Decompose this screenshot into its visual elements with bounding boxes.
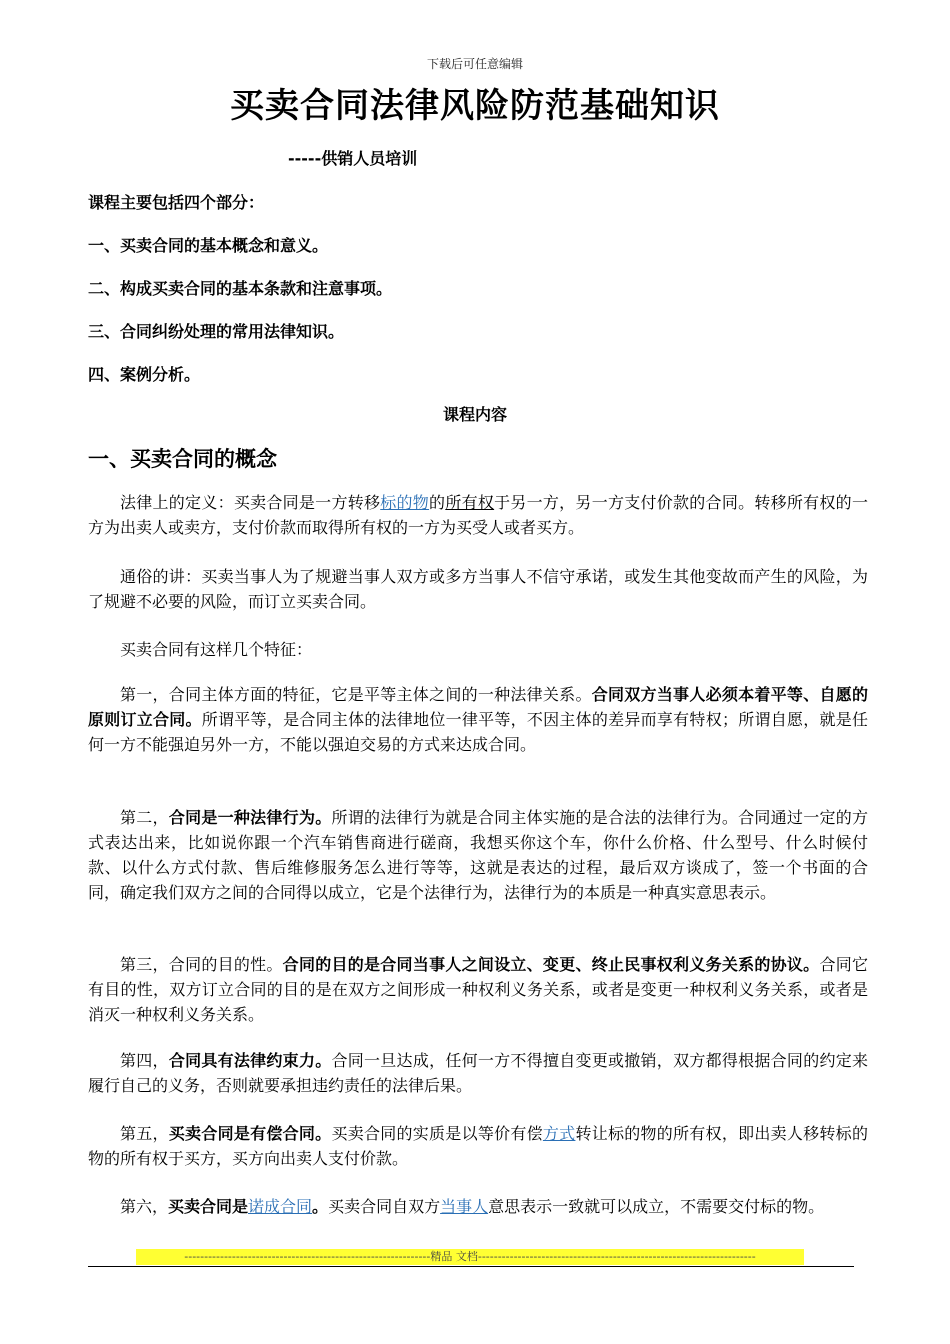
content-heading: 课程内容 bbox=[442, 405, 507, 424]
definition-paragraph: 法律上的定义：买卖合同是一方转移标的物的所有权于另一方，另一方支付价款的合同。转移所有权的一方为出卖人或卖方，支付价款而取得所有权的一方为买受人或者买方。 bbox=[88, 493, 868, 537]
document-title: 买卖合同法律风险防范基础知识 bbox=[230, 86, 720, 126]
feature-1-emphasis: 合同双方当事人必须本着平等、自愿的原则订立合同。 bbox=[88, 685, 868, 729]
plain-explanation-paragraph: 通俗的讲：买卖当事人为了规避当事人双方或多方当事人不信守承诺，或发生其他变故而产生的风险，为了规避不必要的风险，而订立买卖合同。 bbox=[88, 567, 868, 611]
footer-highlight-bar: --------------------------------------------------------------精品 文档---------------------------------------------------------------------- bbox=[136, 1249, 804, 1265]
feature-3-paragraph: 第三，合同的目的性。合同的目的是合同当事人之间设立、变更、终止民事权利义务关系的协议。合同它有目的性，双方订立合同的目的是在双方之间形成一种权利义务关系，或者是变更一种权利义务关系，或者是消灭一种权利义务关系。 bbox=[88, 955, 868, 1024]
download-note: 下载后可任意编辑 bbox=[426, 57, 523, 71]
outline-intro: 课程主要包括四个部分： bbox=[88, 193, 265, 212]
underlined-ownership: 所有权 bbox=[445, 493, 495, 512]
feature-4-paragraph: 第四，合同具有法律约束力。合同一旦达成，任何一方不得擅自变更或撤销，双方都得根据合同的约定来履行自己的义务，否则就要承担违约责任的法律后果。 bbox=[88, 1051, 868, 1095]
link-method[interactable]: 方式 bbox=[542, 1124, 576, 1143]
outline-item-4: 四、案例分析。 bbox=[88, 365, 201, 384]
link-party[interactable]: 当事人 bbox=[440, 1197, 489, 1216]
feature-4-emphasis: 合同具有法律约束力。 bbox=[168, 1051, 332, 1070]
footer-label: 精品 文档 bbox=[430, 1250, 478, 1263]
feature-5-paragraph: 第五，买卖合同是有偿合同。买卖合同的实质是以等价有偿方式转让标的物的所有权，即出卖人移转标的物的所有权于买方，买方向出卖人支付价款。 bbox=[88, 1124, 868, 1168]
document-subtitle: -----供销人员培训 bbox=[288, 149, 418, 168]
feature-6-paragraph: 第六，买卖合同是诺成合同。买卖合同自双方当事人意思表示一致就可以成立，不需要交付标的物。 bbox=[120, 1197, 825, 1216]
outline-item-2: 二、构成买卖合同的基本条款和注意事项。 bbox=[88, 279, 393, 298]
feature-5-emphasis: 买卖合同是有偿合同。 bbox=[168, 1124, 332, 1143]
outline-item-3: 三、合同纠纷处理的常用法律知识。 bbox=[88, 322, 345, 341]
features-intro-paragraph: 买卖合同有这样几个特征： bbox=[120, 640, 313, 659]
footer-divider bbox=[88, 1266, 854, 1267]
feature-2-paragraph: 第二，合同是一种法律行为。所谓的法律行为就是合同主体实施的是合法的法律行为。合同通过一定的方式表达出来，比如说你跟一个汽车销售商进行磋商，我想买你这个车，你什么价格、什么型号、什么时候付款、以什么方式付款、售后维修服务怎么进行等等，这就是表达的过程，最后双方谈成了，签一个书面的合同，确定我们双方之间的合同得以成立，它是个法律行为，法律行为的本质是一种真实意思表示。 bbox=[88, 808, 868, 902]
outline-item-1: 一、买卖合同的基本概念和意义。 bbox=[88, 236, 329, 255]
feature-6-emphasis: 买卖合同是 bbox=[168, 1197, 249, 1216]
section-heading: 一、买卖合同的概念 bbox=[88, 447, 277, 471]
feature-1-paragraph: 第一，合同主体方面的特征，它是平等主体之间的一种法律关系。合同双方当事人必须本着平等、自愿的原则订立合同。所谓平等，是合同主体的法律地位一律平等，不因主体的差异而享有特权；所谓自愿，就是任何一方不能强迫另外一方，不能以强迫交易的方式来达成合同。 bbox=[88, 685, 868, 754]
feature-3-emphasis: 合同的目的是合同当事人之间设立、变更、终止民事权利义务关系的协议。 bbox=[282, 955, 820, 974]
link-subject-matter[interactable]: 标的物 bbox=[380, 493, 430, 512]
link-consensual-contract[interactable]: 诺成合同 bbox=[248, 1197, 313, 1216]
feature-2-emphasis: 合同是一种法律行为。 bbox=[168, 808, 332, 827]
